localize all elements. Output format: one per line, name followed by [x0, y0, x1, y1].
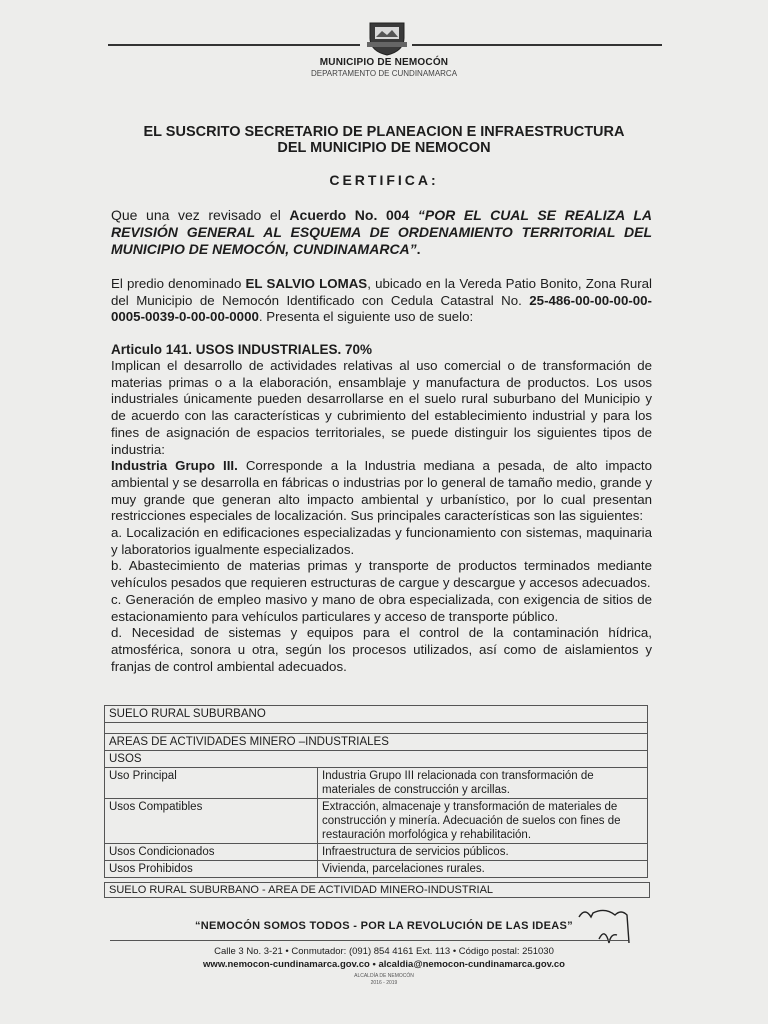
predio-name: EL SALVIO LOMAS [245, 276, 368, 291]
articulo-intro: Implican el desarrollo de actividades relativas al uso comercial o de transformación de materias primas o a la elaboración, ensamblaje y manufactura de productos. Los usos industriales únicamente pueden desarrollarse en el suelo rural suburbano del Municipio y de acuerdo con las características y cubrimiento del establecimiento industrial y para los fines de asignación de espacios territoriales, se puede distinguir los siguientes tipos de industria: [111, 358, 652, 457]
table-cell: USOS [105, 751, 648, 768]
acuerdo-number: Acuerdo No. 004 [289, 207, 418, 223]
document-title-line1: EL SUSCRITO SECRETARIO DE PLANEACION E INFRAESTRUCTURA [143, 124, 625, 140]
table-cell: SUELO RURAL SUBURBANO [105, 706, 648, 723]
table-cell: AREAS DE ACTIVIDADES MINERO –INDUSTRIALES [105, 734, 648, 751]
table-cell-value: Vivienda, parcelaciones rurales. [318, 861, 648, 878]
table-cell-label: Usos Prohibidos [105, 861, 318, 878]
list-item-d: d. Necesidad de sistemas y equipos para el control de la contaminación hídrica, atmosférica, sonora u otra, según los procesos utilizados, así como de aislamientos y franjas de control ambiental adecuados. [111, 625, 652, 674]
acuerdo-title: “POR EL CUAL SE REALIZA LA REVISIÓN GENERAL AL ESQUEMA DE ORDENAMIENTO TERRITORIAL DEL MUNICIPIO DE NEMOCÓN, CUNDINAMARCA” [111, 207, 652, 257]
table-cell-value: Industria Grupo III relacionada con transformación de materiales de construcción y arcillas. [318, 768, 648, 799]
header-rule-left [108, 44, 360, 46]
header-rule-right [412, 44, 662, 46]
land-use-table [104, 705, 648, 878]
articulo-heading: Articulo 141. USOS INDUSTRIALES. 70% [111, 342, 373, 357]
intro-paragraph [111, 207, 652, 258]
table-cell-value: Infraestructura de servicios públicos. [318, 844, 648, 861]
intro-prefix: Que una vez revisado el [111, 207, 290, 223]
table-row [105, 723, 648, 734]
predio-text1: El predio denominado [111, 276, 246, 291]
table-cell-label: Usos Condicionados [105, 844, 318, 861]
grupo-paragraph [111, 458, 652, 525]
table-row [105, 768, 648, 799]
table-cell-label: Uso Principal [105, 768, 318, 799]
footer-slogan: “NEMOCÓN SOMOS TODOS - POR LA REVOLUCIÓN DE LAS IDEAS” [194, 920, 573, 932]
predio-text3: . Presenta el siguiente uso de suelo: [258, 309, 474, 325]
table-cell-label: Usos Compatibles [105, 799, 318, 844]
table-row [105, 861, 648, 878]
zone-summary-box: SUELO RURAL SUBURBANO - AREA DE ACTIVIDAD MINERO-INDUSTRIAL [104, 882, 650, 898]
table-row [105, 734, 648, 751]
footer-small-text: ALCALDÍA DE NEMOCÓN [354, 973, 414, 979]
table-row [105, 844, 648, 861]
grupo-text: Corresponde a la Industria mediana a pesada, de alto impacto ambiental y se desarrolla en fábricas o industrias por lo general de tamaño medio, grande y muy grande que generan alto impacto ambiental y urbanístico, por lo cual presentan restricciones especiales de localización. Sus principales características son las siguientes: [111, 458, 652, 524]
footer-web-link[interactable]: www.nemocon-cundinamarca.gov.co • alcaldia@nemocon-cundinamarca.gov.co [203, 959, 565, 970]
footer-address: Calle 3 No. 3-21 • Conmutador: (091) 854 4161 Ext. 113 • Código postal: 251030 [214, 946, 554, 957]
certifica-heading: CERTIFICA: [329, 172, 439, 188]
list-item-a: a. Localización en edificaciones especializadas y funcionamiento con sistemas, maquinaria y laboratorios igualmente especializados. [111, 525, 652, 557]
municipality-name: MUNICIPIO DE NEMOCÓN [319, 57, 449, 68]
articulo-body [111, 358, 652, 675]
footer-rule [110, 940, 628, 941]
department-name: DEPARTAMENTO DE CUNDINAMARCA [310, 69, 458, 78]
predio-paragraph [111, 276, 652, 326]
document-title-line2: DEL MUNICIPIO DE NEMOCON [277, 140, 491, 156]
table-cell-value: Extracción, almacenaje y transformación de materiales de construcción y minería. Adecuación de suelos con fines de restauración morfológica y rehabilitación. [318, 799, 648, 844]
table-row [105, 751, 648, 768]
table-row [105, 706, 648, 723]
cedula-catastral: 25-486-00-00-00-00-0005-0039-0-00-00-0000 [111, 292, 652, 325]
footer-period-text: 2016 - 2019 [370, 980, 398, 986]
intro-suffix: . [416, 241, 421, 257]
table-row [105, 799, 648, 844]
municipal-seal-icon [366, 20, 408, 56]
list-item-c: c. Generación de empleo masivo y mano de obra especializada, con exigencia de sitios de estacionamiento para vehículos particulares y acceso de transporte público. [111, 591, 652, 624]
predio-text2: , ubicado en la Vereda Patio Bonito, Zona Rural del Municipio de Nemocón Identificado con Cedula Catastral No. [111, 276, 652, 308]
list-item-b: b. Abastecimiento de materias primas y transporte de productos terminados mediante vehículos pesados que requieren estructuras de cargue y descargue y accesos adecuados. [111, 558, 652, 591]
table-cell [105, 723, 648, 734]
grupo-label: Industria Grupo III. [111, 458, 238, 474]
